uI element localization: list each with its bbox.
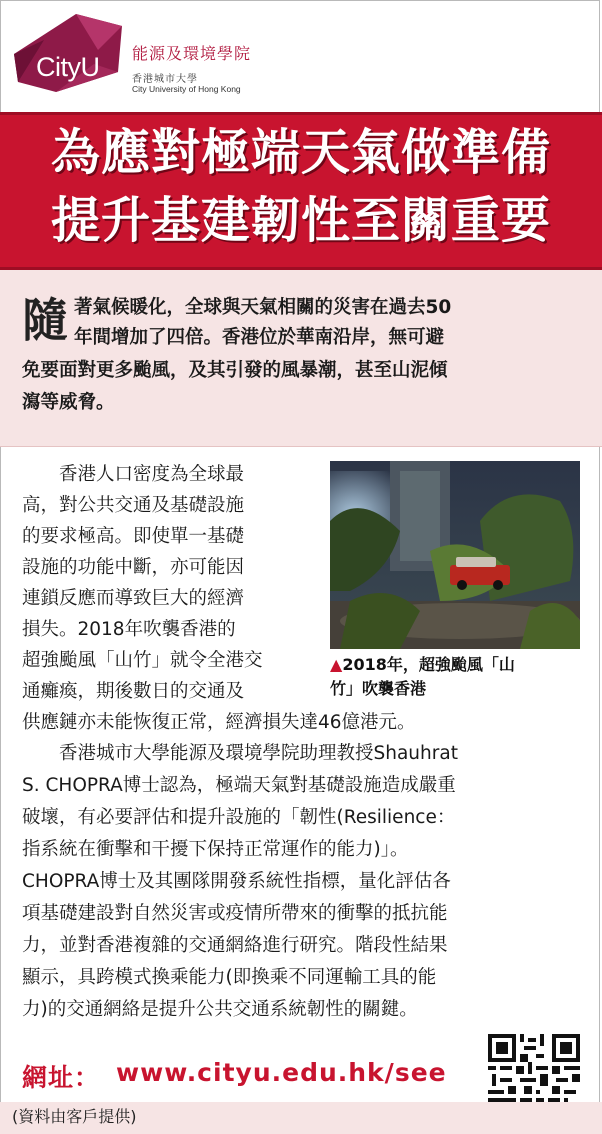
body-line: 香港人口密度為全球最 xyxy=(22,464,245,485)
body-line: 顯示，具跨模式換乘能力(即換乘不同運輸工具的能 xyxy=(22,967,437,988)
body-line: 指系統在衝擊和干擾下保持正常運作的能力)」。 xyxy=(22,839,409,860)
cityu-logo xyxy=(14,10,124,94)
university-name-en: City University of Hong Kong xyxy=(132,84,241,94)
body-line: 力，並對香港複雜的交通網絡進行研究。階段性結果 xyxy=(22,935,448,956)
body-line: 香港城市大學能源及環境學院助理教授Shauhrat xyxy=(22,743,458,764)
department-name: 能源及環境學院 xyxy=(132,44,252,63)
logo-wordmark: CityU xyxy=(36,52,100,82)
header xyxy=(0,0,602,112)
source-note: (資料由客戶提供) xyxy=(12,1107,137,1126)
body-line: 超強颱風「山竹」就令全港交 xyxy=(22,650,263,671)
university-name-zh: 香港城市大學 xyxy=(132,74,198,85)
body-line: CHOPRA博士及其團隊開發系統性指標，量化評估各 xyxy=(22,871,451,892)
caption-triangle-icon: ▲ xyxy=(330,655,343,674)
headline-line-2: 提升基建韌性至關重要 xyxy=(50,192,551,249)
typhoon-photo xyxy=(330,461,580,649)
body-line: 供應鏈亦未能恢復正常，經濟損失達46億港元。 xyxy=(22,712,416,733)
drop-cap: 隨 xyxy=(22,293,68,347)
body-line: 高，對公共交通及基礎設施 xyxy=(22,495,245,516)
intro-line: 著氣候暖化，全球與天氣相關的災害在過去50 xyxy=(74,297,452,318)
caption-text-1: 2018年，超強颱風「山 xyxy=(342,655,515,674)
intro-line: 年間增加了四倍。香港位於華南沿岸，無可避 xyxy=(74,327,445,348)
body-line: 設施的功能中斷，亦可能因 xyxy=(22,557,245,578)
headline-banner xyxy=(0,112,602,270)
body-line: 項基礎建設對自然災害或疫情所帶來的衝擊的抵抗能 xyxy=(22,903,448,924)
body-line: 破壞，有必要評估和提升設施的「韌性(Resilience： xyxy=(22,807,456,828)
body-line: 連鎖反應而導致巨大的經濟 xyxy=(22,588,245,609)
headline-line-1: 為應對極端天氣做準備 xyxy=(50,124,551,181)
website-link[interactable]: www.cityu.edu.hk/see xyxy=(116,1058,447,1087)
photo-caption-line-2: 竹」吹襲香港 xyxy=(330,679,427,698)
body-line: 的要求極高。即使單一基礎 xyxy=(22,526,245,547)
website-label: 網址： xyxy=(22,1063,101,1092)
photo-illustration xyxy=(330,461,580,649)
intro-line: 免要面對更多颱風，及其引發的風暴潮，甚至山泥傾 xyxy=(22,360,448,381)
intro-line: 瀉等威脅。 xyxy=(22,392,115,413)
body-line: 損失。2018年吹襲香港的 xyxy=(22,619,236,640)
body-line: 通癱瘓，期後數日的交通及 xyxy=(22,681,245,702)
intro-section xyxy=(0,270,602,447)
photo-caption-line-1 xyxy=(330,654,515,676)
body-line: S. CHOPRA博士認為，極端天氣對基礎設施造成嚴重 xyxy=(22,775,456,796)
body-line: 力)的交通網絡是提升公共交通系統韌性的關鍵。 xyxy=(22,999,418,1020)
